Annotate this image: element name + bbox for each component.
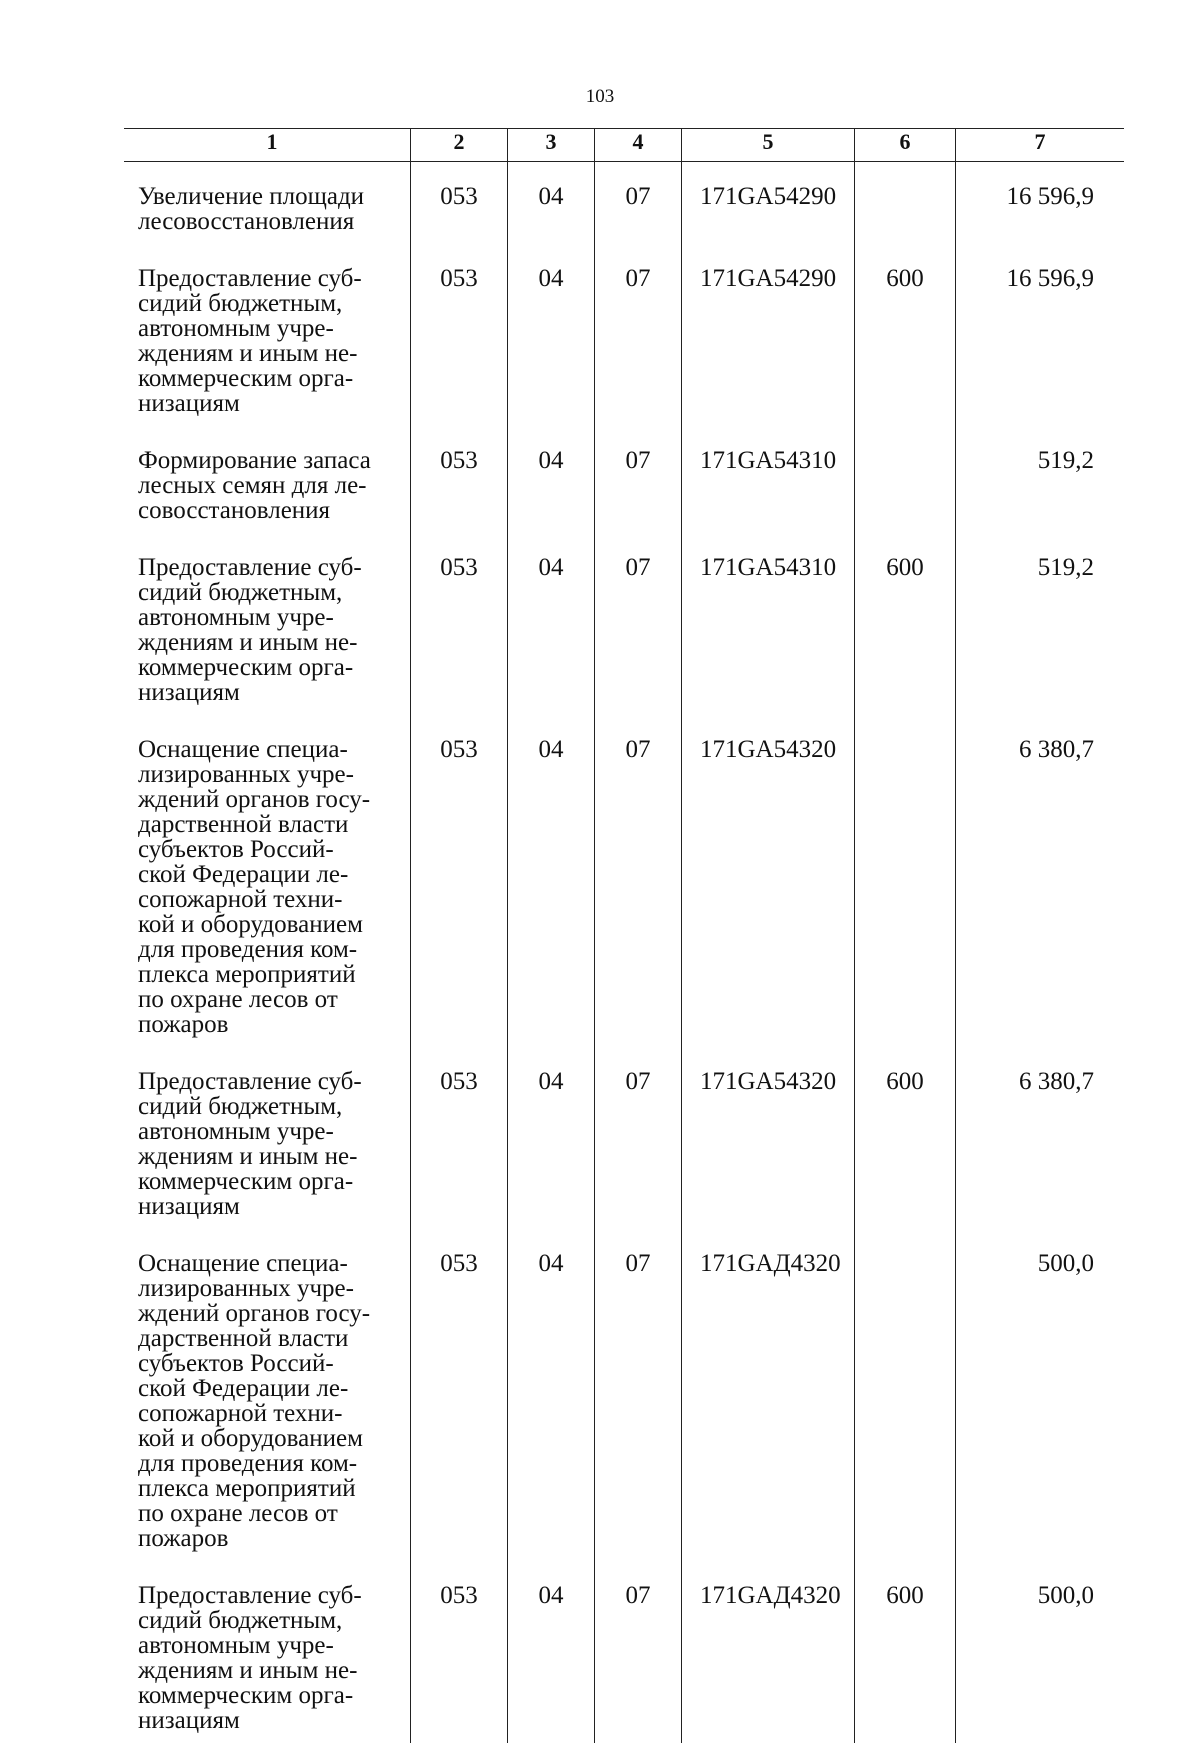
row-name: Предоставление суб- сидий бюджетным, автономным учре- ждениям и иным не- коммерческим орга- низациям [124,244,411,426]
table-row [124,244,1124,426]
row-expense-type [855,715,956,1047]
table-header [124,129,1124,162]
row-target-code: 171GA54320 [682,1047,855,1229]
row-amount: 16 596,9 [956,162,1125,245]
header-col-5: 5 [682,129,855,162]
row-subsection-code: 07 [595,162,682,245]
header-col-6: 6 [855,129,956,162]
row-section-code: 04 [508,1229,595,1561]
budget-table [124,128,1124,1743]
header-col-4: 4 [595,129,682,162]
table-row [124,1561,1124,1743]
row-expense-type: 600 [855,1561,956,1743]
row-subsection-code: 07 [595,1561,682,1743]
row-subsection-code: 07 [595,244,682,426]
row-target-code: 171GA54290 [682,244,855,426]
row-ministry-code: 053 [411,244,508,426]
header-row [124,129,1124,162]
row-ministry-code: 053 [411,533,508,715]
row-section-code: 04 [508,715,595,1047]
row-target-code: 171GAД4320 [682,1229,855,1561]
row-section-code: 04 [508,533,595,715]
row-ministry-code: 053 [411,715,508,1047]
row-name: Предоставление суб- сидий бюджетным, автономным учре- ждениям и иным не- коммерческим орга- низациям [124,1047,411,1229]
header-col-3: 3 [508,129,595,162]
row-amount: 500,0 [956,1229,1125,1561]
row-subsection-code: 07 [595,426,682,533]
row-target-code: 171GA54310 [682,426,855,533]
row-expense-type: 600 [855,1047,956,1229]
row-ministry-code: 053 [411,1047,508,1229]
header-col-1: 1 [124,129,411,162]
row-amount: 500,0 [956,1561,1125,1743]
row-subsection-code: 07 [595,715,682,1047]
row-name: Оснащение специа- лизированных учре- ждений органов госу- дарственной власти субъектов Россий- ской Федерации ле- сопожарной техни- кой и оборудованием для проведения ком- плекса мероприятий по охране лесов от пожаров [124,715,411,1047]
row-ministry-code: 053 [411,426,508,533]
row-subsection-code: 07 [595,1047,682,1229]
table-row [124,715,1124,1047]
row-expense-type [855,1229,956,1561]
row-expense-type: 600 [855,244,956,426]
table-row [124,1229,1124,1561]
row-name: Увеличение площади лесовосстановления [124,162,411,245]
table-row [124,533,1124,715]
row-subsection-code: 07 [595,533,682,715]
row-subsection-code: 07 [595,1229,682,1561]
row-section-code: 04 [508,162,595,245]
row-section-code: 04 [508,244,595,426]
row-target-code: 171GA54290 [682,162,855,245]
row-ministry-code: 053 [411,162,508,245]
table-body [124,162,1124,1743]
row-amount: 519,2 [956,533,1125,715]
row-name: Оснащение специа- лизированных учре- ждений органов госу- дарственной власти субъектов Россий- ской Федерации ле- сопожарной техни- кой и оборудованием для проведения ком- плекса мероприятий по охране лесов от пожаров [124,1229,411,1561]
row-amount: 16 596,9 [956,244,1125,426]
row-amount: 6 380,7 [956,715,1125,1047]
row-name: Формирование запаса лесных семян для ле- совосстановления [124,426,411,533]
row-section-code: 04 [508,1561,595,1743]
header-col-2: 2 [411,129,508,162]
row-amount: 6 380,7 [956,1047,1125,1229]
header-col-7: 7 [956,129,1125,162]
row-ministry-code: 053 [411,1229,508,1561]
row-target-code: 171GA54320 [682,715,855,1047]
table-row [124,162,1124,245]
page-number: 103 [575,86,625,108]
row-name: Предоставление суб- сидий бюджетным, автономным учре- ждениям и иным не- коммерческим орга- низациям [124,533,411,715]
row-target-code: 171GA54310 [682,533,855,715]
row-expense-type [855,162,956,245]
row-target-code: 171GAД4320 [682,1561,855,1743]
row-name: Предоставление суб- сидий бюджетным, автономным учре- ждениям и иным не- коммерческим орга- низациям [124,1561,411,1743]
row-ministry-code: 053 [411,1561,508,1743]
row-section-code: 04 [508,1047,595,1229]
table-row [124,1047,1124,1229]
table-row [124,426,1124,533]
row-expense-type [855,426,956,533]
row-section-code: 04 [508,426,595,533]
row-amount: 519,2 [956,426,1125,533]
row-expense-type: 600 [855,533,956,715]
